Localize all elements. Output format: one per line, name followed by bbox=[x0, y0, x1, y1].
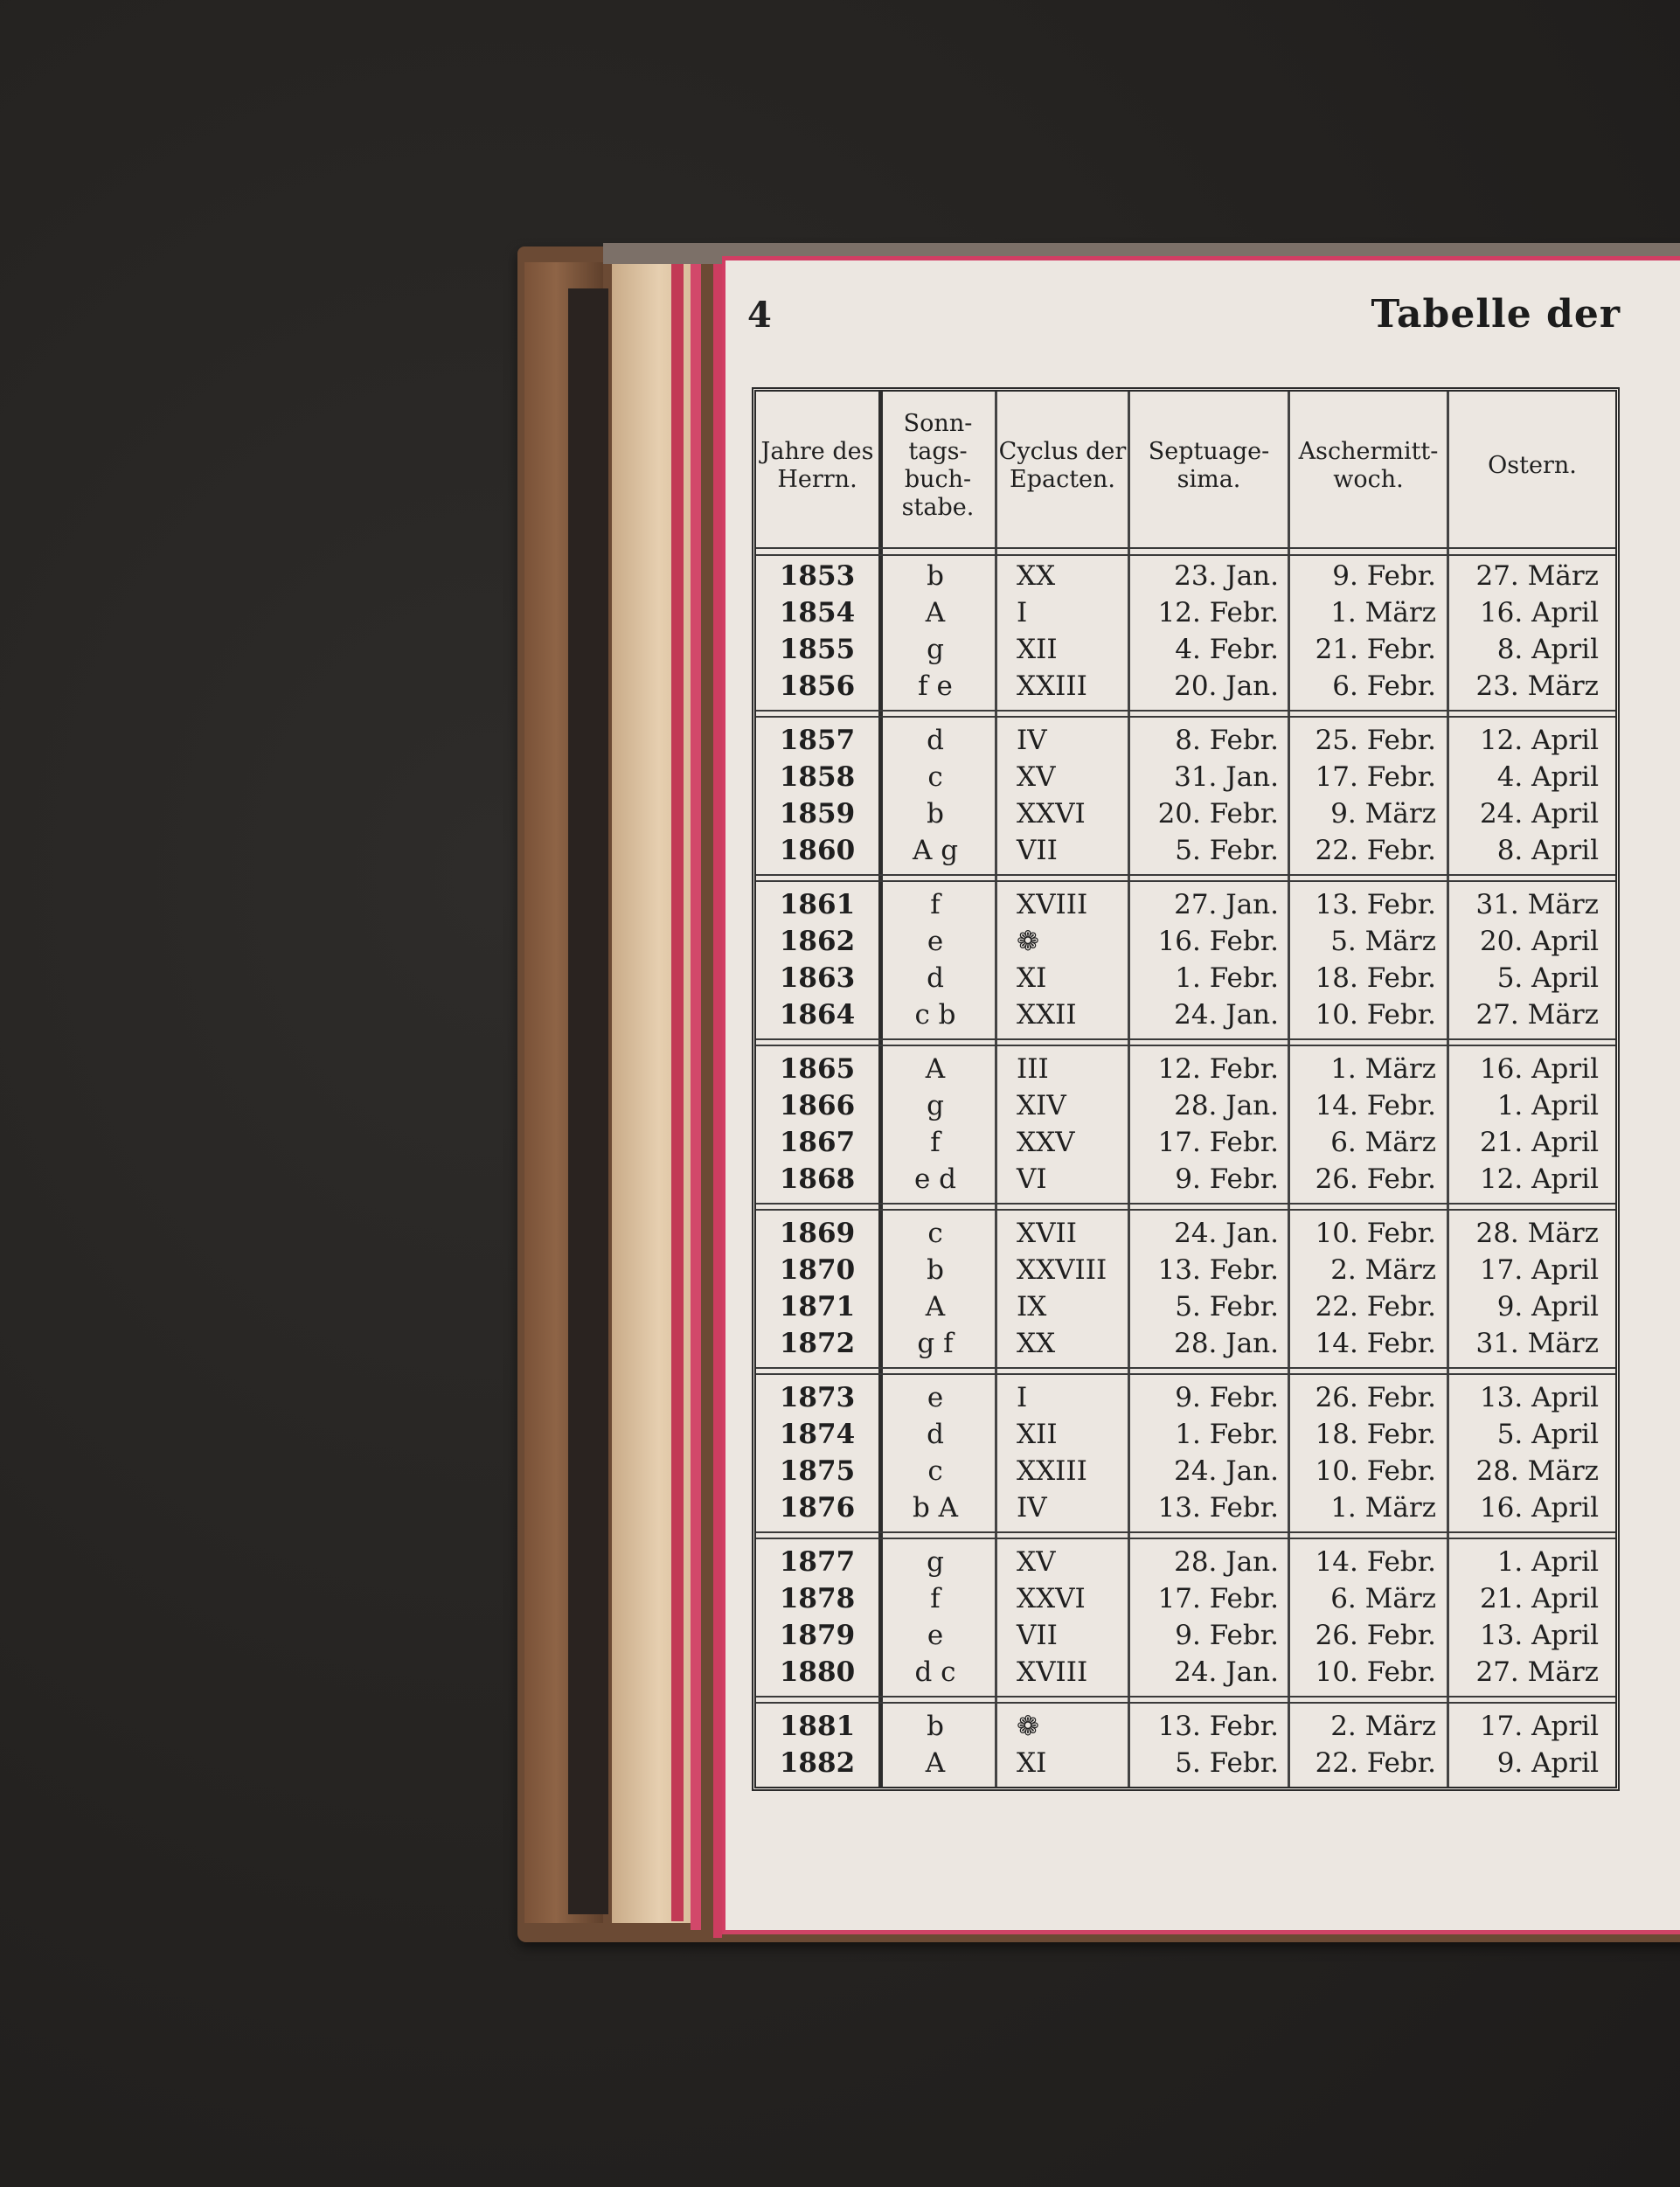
cell-year: 1855 bbox=[779, 634, 856, 665]
cell-year: 1857 bbox=[779, 725, 856, 756]
cell-ash-wednesday: 6. Febr. bbox=[1332, 670, 1436, 702]
cell-year: 1871 bbox=[779, 1291, 856, 1323]
cell-ash-wednesday: 1. März bbox=[1330, 597, 1436, 628]
cell-easter: 5. April bbox=[1496, 962, 1599, 994]
cell-epact: XXIII bbox=[1017, 1455, 1087, 1487]
cell-sunday-letter: A bbox=[925, 1291, 946, 1323]
cell-septuagesima: 24. Jan. bbox=[1174, 1218, 1279, 1249]
cell-year: 1868 bbox=[779, 1163, 856, 1195]
cell-easter: 5. April bbox=[1496, 1419, 1599, 1450]
cell-year: 1877 bbox=[779, 1546, 856, 1578]
cell-year: 1869 bbox=[779, 1218, 856, 1249]
cell-year: 1864 bbox=[779, 999, 856, 1031]
header-rule bbox=[756, 547, 1615, 556]
cell-sunday-letter: d bbox=[927, 962, 944, 994]
cell-sunday-letter: d bbox=[927, 1419, 944, 1450]
cell-year: 1867 bbox=[779, 1127, 856, 1158]
cell-sunday-letter: c bbox=[927, 1218, 943, 1249]
cell-sunday-letter: e d bbox=[913, 1163, 957, 1195]
cell-sunday-letter: b bbox=[927, 560, 944, 592]
red-page-edge bbox=[691, 260, 701, 1930]
cell-epact: XXV bbox=[1017, 1127, 1075, 1158]
cell-sunday-letter: A g bbox=[912, 835, 959, 866]
header-year: Jahre des Herrn. bbox=[760, 438, 874, 493]
cell-epact: XV bbox=[1017, 1546, 1056, 1578]
cell-easter: 31. März bbox=[1475, 889, 1599, 920]
cell-ash-wednesday: 2. März bbox=[1330, 1254, 1436, 1286]
cell-ash-wednesday: 14. Febr. bbox=[1315, 1328, 1436, 1359]
cell-easter: 23. März bbox=[1475, 670, 1599, 702]
group-rule bbox=[756, 1203, 1615, 1211]
cell-ash-wednesday: 13. Febr. bbox=[1315, 889, 1436, 920]
cell-easter: 27. März bbox=[1475, 999, 1599, 1031]
cell-year: 1879 bbox=[779, 1620, 856, 1651]
cell-sunday-letter: g bbox=[927, 1546, 944, 1578]
cell-sunday-letter: A bbox=[925, 597, 946, 628]
cell-easter: 13. April bbox=[1479, 1620, 1599, 1651]
cell-epact: VI bbox=[1017, 1163, 1047, 1195]
cell-easter: 20. April bbox=[1479, 926, 1599, 957]
cell-easter: 28. März bbox=[1475, 1455, 1599, 1487]
cell-septuagesima: 9. Febr. bbox=[1175, 1620, 1279, 1651]
cell-easter: 27. März bbox=[1475, 1656, 1599, 1688]
cell-epact: XX bbox=[1017, 1328, 1056, 1359]
cell-ash-wednesday: 18. Febr. bbox=[1315, 1419, 1436, 1450]
cell-septuagesima: 1. Febr. bbox=[1175, 1419, 1279, 1450]
cell-septuagesima: 1. Febr. bbox=[1175, 962, 1279, 994]
cell-sunday-letter: g bbox=[927, 634, 944, 665]
red-page-edge bbox=[671, 260, 684, 1921]
cell-year: 1860 bbox=[779, 835, 856, 866]
cell-epact: IV bbox=[1017, 1492, 1047, 1524]
cell-sunday-letter: d c bbox=[914, 1656, 956, 1688]
cell-easter: 16. April bbox=[1479, 1053, 1599, 1085]
cell-year: 1876 bbox=[779, 1492, 856, 1524]
cell-year: 1854 bbox=[779, 597, 856, 628]
cover-inner-edge bbox=[568, 288, 608, 1914]
cell-ash-wednesday: 26. Febr. bbox=[1315, 1620, 1436, 1651]
cell-easter: 31. März bbox=[1475, 1328, 1599, 1359]
cell-easter: 13. April bbox=[1479, 1382, 1599, 1413]
cell-year: 1875 bbox=[779, 1455, 856, 1487]
cell-epact: XVII bbox=[1017, 1218, 1077, 1249]
cell-septuagesima: 28. Jan. bbox=[1174, 1328, 1279, 1359]
cell-epact: VII bbox=[1017, 835, 1058, 866]
cell-easter: 16. April bbox=[1479, 1492, 1599, 1524]
cell-epact: XVIII bbox=[1017, 1656, 1088, 1688]
cell-epact: XXVI bbox=[1017, 798, 1086, 830]
cell-septuagesima: 27. Jan. bbox=[1174, 889, 1279, 920]
cell-easter: 24. April bbox=[1479, 798, 1599, 830]
cell-year: 1856 bbox=[779, 670, 856, 702]
cell-easter: 1. April bbox=[1496, 1090, 1599, 1121]
header-epact-cycle: Cyclus der Epacten. bbox=[998, 438, 1127, 493]
cell-septuagesima: 24. Jan. bbox=[1174, 1656, 1279, 1688]
column-divider bbox=[995, 392, 997, 1787]
cell-ash-wednesday: 6. März bbox=[1330, 1127, 1436, 1158]
cell-ash-wednesday: 10. Febr. bbox=[1315, 999, 1436, 1031]
cell-septuagesima: 13. Febr. bbox=[1157, 1254, 1279, 1286]
page-number: 4 bbox=[747, 295, 772, 336]
running-title: Tabelle der bbox=[1371, 292, 1621, 337]
cell-epact: XVIII bbox=[1017, 889, 1088, 920]
cell-year: 1858 bbox=[779, 761, 856, 793]
cell-sunday-letter: d bbox=[927, 725, 944, 756]
group-rule bbox=[756, 710, 1615, 718]
cell-ash-wednesday: 17. Febr. bbox=[1315, 761, 1436, 793]
cell-sunday-letter: b A bbox=[912, 1492, 959, 1524]
cell-epact: IX bbox=[1017, 1291, 1047, 1323]
cell-septuagesima: 17. Febr. bbox=[1157, 1583, 1279, 1614]
group-rule bbox=[756, 874, 1615, 882]
cell-year: 1862 bbox=[779, 926, 856, 957]
cell-septuagesima: 28. Jan. bbox=[1174, 1546, 1279, 1578]
cell-epact: XV bbox=[1017, 761, 1056, 793]
cell-easter: 12. April bbox=[1479, 1163, 1599, 1195]
cell-ash-wednesday: 22. Febr. bbox=[1315, 1747, 1436, 1779]
cell-septuagesima: 13. Febr. bbox=[1157, 1492, 1279, 1524]
cell-ash-wednesday: 14. Febr. bbox=[1315, 1546, 1436, 1578]
cell-easter: 16. April bbox=[1479, 597, 1599, 628]
cell-ash-wednesday: 10. Febr. bbox=[1315, 1656, 1436, 1688]
header-easter: Ostern. bbox=[1488, 452, 1577, 480]
cell-sunday-letter: f bbox=[930, 889, 941, 920]
cell-epact: XXII bbox=[1017, 999, 1077, 1031]
cell-septuagesima: 31. Jan. bbox=[1174, 761, 1279, 793]
cell-ash-wednesday: 9. Febr. bbox=[1332, 560, 1436, 592]
cell-year: 1863 bbox=[779, 962, 856, 994]
cell-septuagesima: 17. Febr. bbox=[1157, 1127, 1279, 1158]
cell-ash-wednesday: 21. Febr. bbox=[1315, 634, 1436, 665]
cell-sunday-letter: g bbox=[927, 1090, 944, 1121]
cell-septuagesima: 24. Jan. bbox=[1174, 999, 1279, 1031]
cell-sunday-letter: b bbox=[927, 1254, 944, 1286]
cell-sunday-letter: c bbox=[927, 1455, 943, 1487]
cell-ash-wednesday: 18. Febr. bbox=[1315, 962, 1436, 994]
cell-sunday-letter: c bbox=[927, 761, 943, 793]
group-rule bbox=[756, 1696, 1615, 1704]
cell-sunday-letter: g f bbox=[917, 1328, 954, 1359]
cell-easter: 27. März bbox=[1475, 560, 1599, 592]
cell-sunday-letter: f e bbox=[918, 670, 953, 702]
cell-easter: 17. April bbox=[1479, 1711, 1599, 1742]
cell-sunday-letter: e bbox=[927, 1620, 944, 1651]
cell-ash-wednesday: 10. Febr. bbox=[1315, 1218, 1436, 1249]
cell-year: 1874 bbox=[779, 1419, 856, 1450]
cell-year: 1865 bbox=[779, 1053, 856, 1085]
cell-easter: 17. April bbox=[1479, 1254, 1599, 1286]
cell-septuagesima: 20. Jan. bbox=[1174, 670, 1279, 702]
cell-ash-wednesday: 1. März bbox=[1330, 1053, 1436, 1085]
cell-easter: 8. April bbox=[1496, 835, 1599, 866]
cell-ash-wednesday: 1. März bbox=[1330, 1492, 1436, 1524]
cell-septuagesima: 8. Febr. bbox=[1175, 725, 1279, 756]
cell-ash-wednesday: 26. Febr. bbox=[1315, 1163, 1436, 1195]
group-rule bbox=[756, 1038, 1615, 1046]
cell-ash-wednesday: 6. März bbox=[1330, 1583, 1436, 1614]
cell-easter: 21. April bbox=[1479, 1127, 1599, 1158]
cell-sunday-letter: f bbox=[930, 1127, 941, 1158]
cell-sunday-letter: b bbox=[927, 1711, 944, 1742]
cell-septuagesima: 16. Febr. bbox=[1157, 926, 1279, 957]
cell-epact: XI bbox=[1017, 1747, 1047, 1779]
cell-sunday-letter: f bbox=[930, 1583, 941, 1614]
cell-epact: XIV bbox=[1017, 1090, 1066, 1121]
cell-easter: 21. April bbox=[1479, 1583, 1599, 1614]
cell-septuagesima: 20. Febr. bbox=[1157, 798, 1279, 830]
cell-septuagesima: 4. Febr. bbox=[1175, 634, 1279, 665]
cell-ash-wednesday: 14. Febr. bbox=[1315, 1090, 1436, 1121]
cell-year: 1859 bbox=[779, 798, 856, 830]
cell-septuagesima: 24. Jan. bbox=[1174, 1455, 1279, 1487]
cell-ash-wednesday: 25. Febr. bbox=[1315, 725, 1436, 756]
cell-epact: ❁ bbox=[1017, 1711, 1039, 1742]
cell-easter: 4. April bbox=[1496, 761, 1599, 793]
cell-ash-wednesday: 5. März bbox=[1330, 926, 1436, 957]
cell-easter: 8. April bbox=[1496, 634, 1599, 665]
group-rule bbox=[756, 1531, 1615, 1539]
cell-year: 1870 bbox=[779, 1254, 856, 1286]
cell-ash-wednesday: 26. Febr. bbox=[1315, 1382, 1436, 1413]
red-page-edge bbox=[713, 255, 722, 1938]
cell-year: 1872 bbox=[779, 1328, 856, 1359]
cell-year: 1878 bbox=[779, 1583, 856, 1614]
cell-epact: ❁ bbox=[1017, 926, 1039, 957]
cell-epact: III bbox=[1017, 1053, 1049, 1085]
cell-epact: XXIII bbox=[1017, 670, 1087, 702]
cell-easter: 28. März bbox=[1475, 1218, 1599, 1249]
cell-epact: XX bbox=[1017, 560, 1056, 592]
cell-ash-wednesday: 22. Febr. bbox=[1315, 1291, 1436, 1323]
cell-year: 1861 bbox=[779, 889, 856, 920]
cell-septuagesima: 9. Febr. bbox=[1175, 1382, 1279, 1413]
cell-septuagesima: 12. Febr. bbox=[1157, 1053, 1279, 1085]
cell-epact: XXVIII bbox=[1017, 1254, 1107, 1286]
cell-sunday-letter: A bbox=[925, 1747, 946, 1779]
cell-easter: 12. April bbox=[1479, 725, 1599, 756]
cell-sunday-letter: b bbox=[927, 798, 944, 830]
cell-sunday-letter: c b bbox=[914, 999, 956, 1031]
cell-septuagesima: 9. Febr. bbox=[1175, 1163, 1279, 1195]
cell-year: 1853 bbox=[779, 560, 856, 592]
cell-year: 1880 bbox=[779, 1656, 856, 1688]
cell-year: 1882 bbox=[779, 1747, 856, 1779]
cell-epact: XI bbox=[1017, 962, 1047, 994]
cell-ash-wednesday: 22. Febr. bbox=[1315, 835, 1436, 866]
cell-septuagesima: 13. Febr. bbox=[1157, 1711, 1279, 1742]
cell-epact: XII bbox=[1017, 634, 1058, 665]
cell-epact: IV bbox=[1017, 725, 1047, 756]
cell-sunday-letter: e bbox=[927, 1382, 944, 1413]
cell-epact: VII bbox=[1017, 1620, 1058, 1651]
cell-ash-wednesday: 9. März bbox=[1330, 798, 1436, 830]
cell-sunday-letter: e bbox=[927, 926, 944, 957]
cell-septuagesima: 5. Febr. bbox=[1175, 1291, 1279, 1323]
cell-epact: XII bbox=[1017, 1419, 1058, 1450]
cell-easter: 9. April bbox=[1496, 1747, 1599, 1779]
cell-year: 1873 bbox=[779, 1382, 856, 1413]
cell-sunday-letter: A bbox=[925, 1053, 946, 1085]
cell-year: 1881 bbox=[779, 1711, 856, 1742]
cell-septuagesima: 28. Jan. bbox=[1174, 1090, 1279, 1121]
cell-septuagesima: 12. Febr. bbox=[1157, 597, 1279, 628]
church-calendar-table bbox=[752, 387, 1620, 1791]
cell-septuagesima: 5. Febr. bbox=[1175, 835, 1279, 866]
cell-epact: I bbox=[1017, 597, 1028, 628]
cell-septuagesima: 23. Jan. bbox=[1174, 560, 1279, 592]
cell-easter: 1. April bbox=[1496, 1546, 1599, 1578]
group-rule bbox=[756, 1367, 1615, 1375]
header-ash-wednesday: Aschermitt- woch. bbox=[1298, 438, 1439, 493]
header-sunday-letter: Sonn- tags- buch- stabe. bbox=[901, 410, 975, 521]
cell-septuagesima: 5. Febr. bbox=[1175, 1747, 1279, 1779]
cell-epact: XXVI bbox=[1017, 1583, 1086, 1614]
cell-year: 1866 bbox=[779, 1090, 856, 1121]
header-septuagesima: Septuage- sima. bbox=[1148, 438, 1270, 493]
cell-easter: 9. April bbox=[1496, 1291, 1599, 1323]
cell-ash-wednesday: 10. Febr. bbox=[1315, 1455, 1436, 1487]
cell-ash-wednesday: 2. März bbox=[1330, 1711, 1436, 1742]
cell-epact: I bbox=[1017, 1382, 1028, 1413]
